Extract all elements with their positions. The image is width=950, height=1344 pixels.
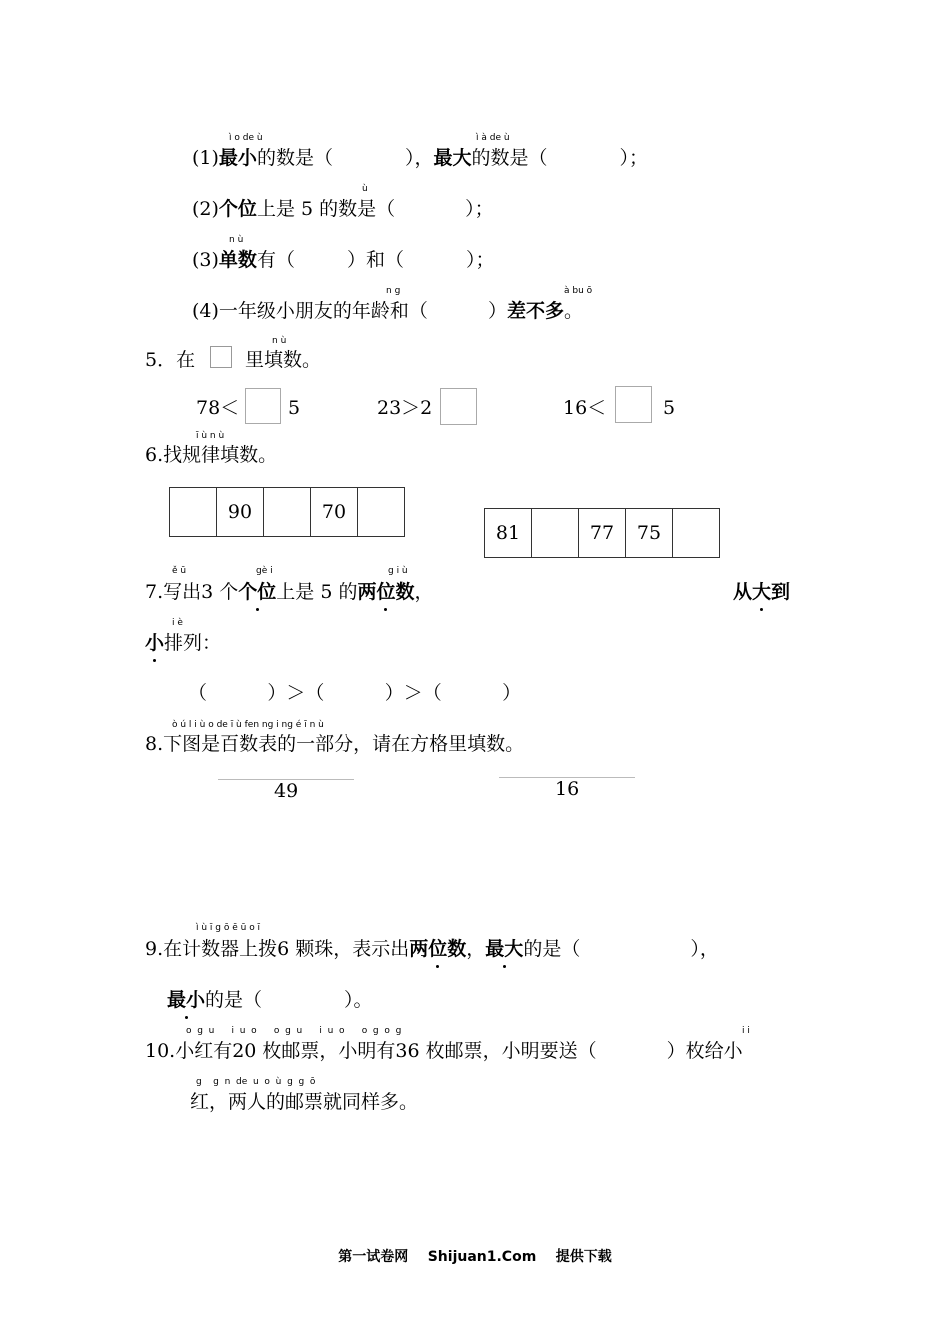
answer-box[interactable] [440, 388, 477, 425]
pinyin-annotation: i è [172, 618, 183, 628]
text: 一年级小朋友的年龄和（ [218, 300, 428, 322]
sequence-cell: 75 [626, 509, 673, 558]
keyword: 最小 [218, 147, 257, 169]
question-9 [145, 937, 719, 961]
pinyin-annotation: i i [742, 1026, 750, 1036]
keyword-dotted: 两位数 [357, 581, 415, 603]
text: 上是 5 的 [276, 581, 358, 603]
text: 上是 5 的数是（ [256, 198, 396, 220]
sequence-table-2 [484, 508, 720, 558]
keyword: 差不多 [506, 300, 564, 322]
pinyin-annotation: g i ù [388, 566, 408, 576]
text: ）； [619, 147, 649, 169]
pinyin-annotation: ì o de ù [229, 133, 263, 143]
text: 9.在计数器上拨6 颗珠，表示出 [145, 938, 410, 960]
expression-3-left: 16＜ [563, 397, 607, 419]
item-number: (3) [192, 249, 219, 271]
sequence-cell[interactable] [532, 509, 579, 558]
question-9-cont [167, 988, 373, 1012]
text: 7.写出3 个 [145, 581, 239, 603]
pinyin-annotation: n ù [229, 235, 244, 245]
keyword-dotted: 最大 [485, 938, 524, 960]
keyword: 个位 [218, 198, 257, 220]
pinyin-annotation: ò ú l i ù o de ī ù fen ng i ng é ī n ù [172, 720, 324, 730]
question-5-prefix: 5．在 [145, 349, 196, 371]
square-symbol [210, 346, 232, 368]
pinyin-annotation: n ù [272, 336, 287, 346]
item-number: (2) [192, 198, 219, 220]
keyword-dotted: 最小 [167, 989, 206, 1011]
question-7-keyword [733, 580, 790, 604]
pinyin-annotation: ù [362, 184, 368, 194]
text: ）， [404, 147, 434, 169]
question-4-2 [192, 197, 494, 221]
keyword-dotted: 个位 [238, 581, 277, 603]
pinyin-annotation: ě ū [172, 566, 187, 576]
question-10 [145, 1039, 743, 1063]
sequence-cell: 90 [217, 488, 264, 537]
text: ）枚给小 [666, 1040, 743, 1062]
pinyin-annotation: ī ù n ù [196, 431, 225, 441]
sequence-cell: 77 [579, 509, 626, 558]
question-5-suffix: 里填数。 [245, 349, 322, 371]
keyword: 最大 [433, 147, 472, 169]
text: 有（ [256, 249, 295, 271]
question-10-cont: 红，两人的邮票就同样多。 [190, 1091, 419, 1113]
sequence-cell[interactable] [264, 488, 311, 537]
grid-number: 16 [555, 778, 580, 800]
expression-1-right: 5 [288, 397, 301, 419]
sequence-cell[interactable] [673, 509, 720, 558]
text: ）， [690, 938, 719, 960]
question-4-4 [192, 299, 583, 323]
answer-box[interactable] [615, 386, 652, 423]
sequence-cell[interactable] [358, 488, 405, 537]
grid-number: 49 [274, 780, 299, 802]
question-4-3 [192, 248, 494, 272]
item-number: (4) [192, 300, 219, 322]
keyword-dotted: 两位数 [409, 938, 467, 960]
footer-text: 第一试卷网 Shijuan1.Com 提供下载 [338, 1249, 612, 1265]
text: ） [487, 300, 507, 322]
question-7 [145, 580, 433, 604]
pinyin-annotation: ì ù ī g ō ē ū o ī [196, 923, 261, 933]
text: ）和（ [346, 249, 404, 271]
pinyin-annotation: g g n de u o ù g g ō [196, 1077, 316, 1087]
expression-1-left: 78＜ [196, 397, 240, 419]
keyword: 单数 [218, 249, 257, 271]
text: 排列： [164, 632, 222, 654]
pinyin-annotation: à bu ō [564, 286, 593, 296]
expression-3-right: 5 [663, 397, 676, 419]
text: ， [466, 938, 486, 960]
question-8: 8.下图是百数表的一部分，请在方格里填数。 [145, 733, 525, 755]
sequence-cell: 70 [311, 488, 358, 537]
keyword-dotted: 从大到 [733, 581, 791, 603]
text: ， [414, 581, 434, 603]
sequence-cell[interactable] [170, 488, 217, 537]
text: 的是（ [523, 938, 581, 960]
sequence-cell: 81 [485, 509, 532, 558]
text: 10.小红有20 枚邮票，小明有36 枚邮票，小明要送（ [145, 1040, 597, 1062]
text: 。 [563, 300, 583, 322]
question-4-1 [192, 146, 648, 170]
sequence-table-1 [169, 487, 405, 537]
pinyin-annotation: gè i [256, 566, 273, 576]
text: ）； [465, 249, 495, 271]
text: 的数是（ [471, 147, 548, 169]
text: ）； [465, 198, 494, 220]
answer-box[interactable] [245, 388, 281, 424]
text: ）。 [344, 989, 373, 1011]
text: 的是（ [205, 989, 263, 1011]
pinyin-annotation: n g [386, 286, 401, 296]
item-number: (1) [192, 147, 219, 169]
question-7-cont [145, 631, 221, 655]
expression-2-left: 23＞2 [377, 397, 433, 419]
text: 的数是（ [256, 147, 333, 169]
pinyin-annotation: ì à de ù [476, 133, 510, 143]
comparison-blanks[interactable]: （ ）＞（ ）＞（ ） [188, 682, 522, 704]
pinyin-annotation: o g u i u o o g u i u o o g o g [186, 1026, 402, 1036]
question-6: 6.找规律填数。 [145, 444, 278, 466]
keyword-dotted: 小 [145, 632, 165, 654]
